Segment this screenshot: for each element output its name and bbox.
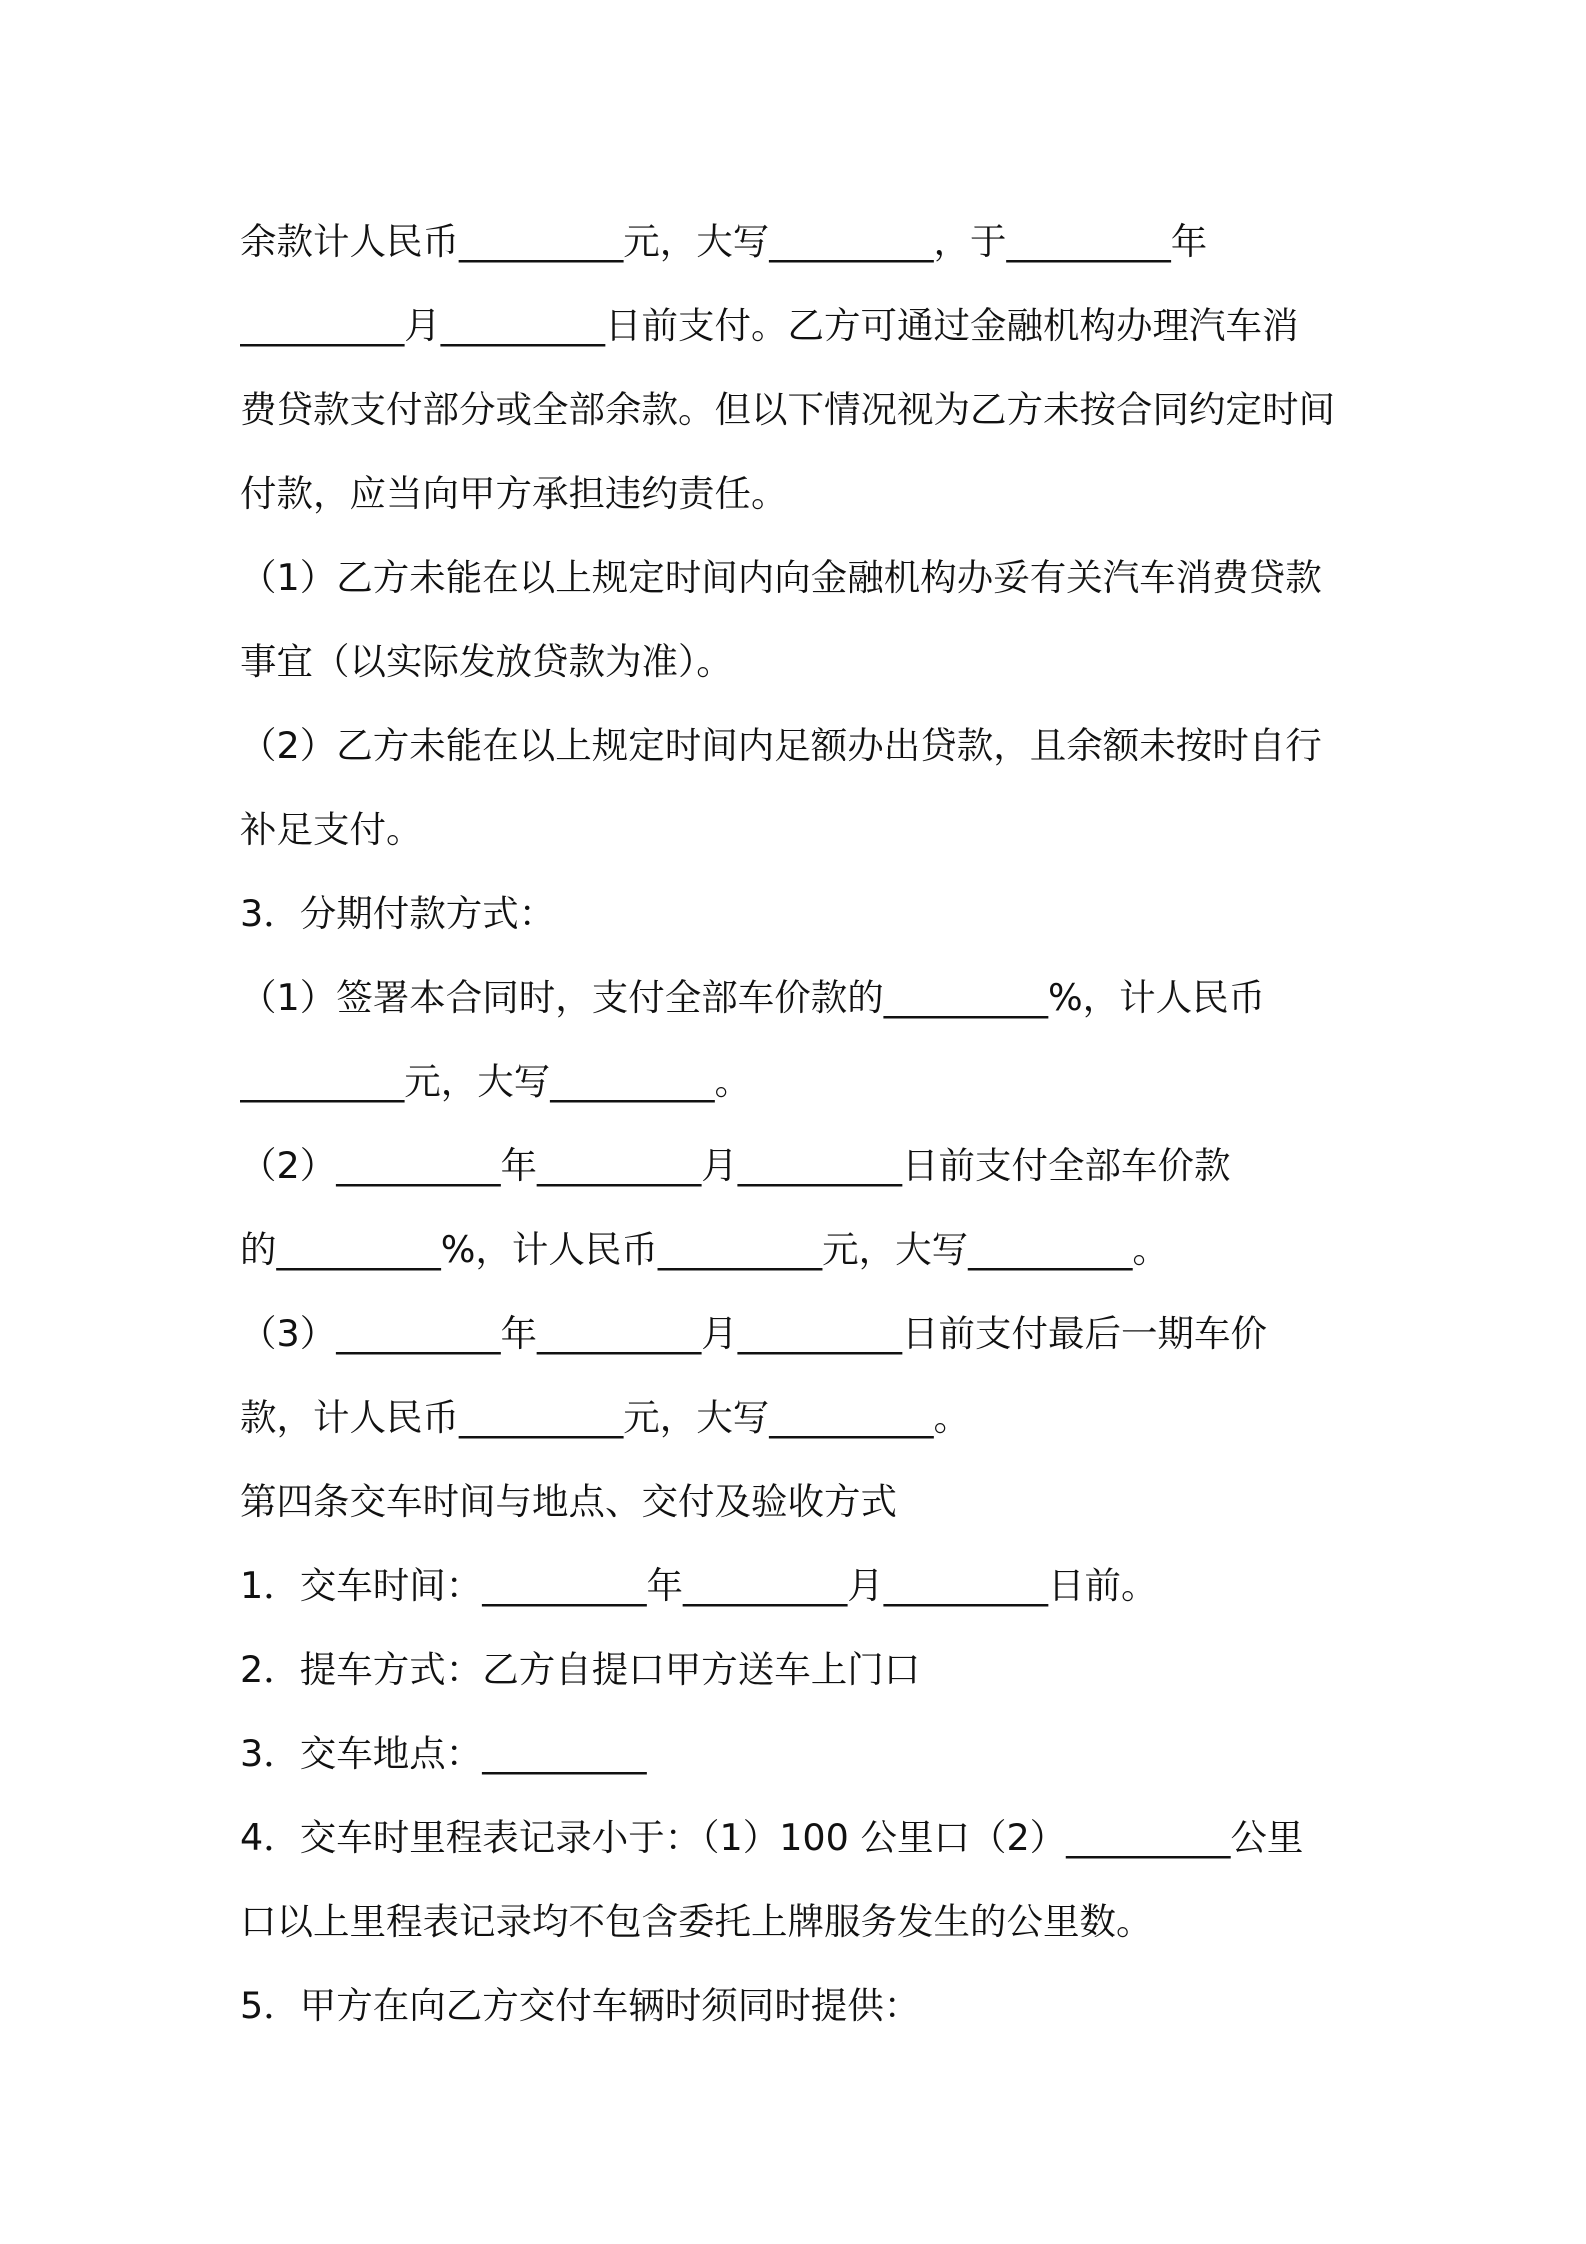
section-heading-installment: 3．分期付款方式： xyxy=(240,892,556,935)
text-line-7: （2）乙方未能在以上规定时间内足额办出贷款，且余额未按时自行 xyxy=(240,724,1322,767)
text-line-3: 费贷款支付部分或全部余款。但以下情况视为乙方未按合同约定时间 xyxy=(240,388,1335,431)
text-line-17: 1．交车时间：_________年_________月_________日前。 xyxy=(240,1564,1158,1607)
document-body xyxy=(240,200,1358,2048)
text-line-1: 余款计人民币_________元，大写_________，于_________年 xyxy=(240,220,1208,263)
text-line-10: （1）签署本合同时，支付全部车价款的_________%，计人民币 xyxy=(240,976,1266,1019)
text-line-8: 补足支付。 xyxy=(240,808,423,851)
article-heading-delivery: 第四条交车时间与地点、交付及验收方式 xyxy=(240,1480,897,1523)
text-line-11: _________元，大写_________。 xyxy=(240,1060,751,1103)
text-line-20: 4．交车时里程表记录小于：（1）100 公里口（2）_________公里 xyxy=(240,1816,1304,1859)
text-line-4: 付款，应当向甲方承担违约责任。 xyxy=(240,472,788,515)
text-line-18: 2．提车方式：乙方自提口甲方送车上门口 xyxy=(240,1648,921,1691)
text-line-22: 5．甲方在向乙方交付车辆时须同时提供： xyxy=(240,1984,921,2027)
text-line-13: 的_________%，计人民币_________元，大写_________。 xyxy=(240,1228,1169,1271)
text-line-14: （3）_________年_________月_________日前支付最后一期车价 xyxy=(240,1312,1267,1355)
text-line-21: 口以上里程表记录均不包含委托上牌服务发生的公里数。 xyxy=(240,1900,1153,1943)
text-line-6: 事宜（以实际发放贷款为准）。 xyxy=(240,640,733,683)
text-line-2: _________月_________日前支付。乙方可通过金融机构办理汽车消 xyxy=(240,304,1299,347)
text-line-15: 款，计人民币_________元，大写_________。 xyxy=(240,1396,970,1439)
text-line-19: 3．交车地点：_________ xyxy=(240,1732,647,1775)
text-line-12: （2）_________年_________月_________日前支付全部车价款 xyxy=(240,1144,1231,1187)
text-line-5: （1）乙方未能在以上规定时间内向金融机构办妥有关汽车消费贷款 xyxy=(240,556,1322,599)
